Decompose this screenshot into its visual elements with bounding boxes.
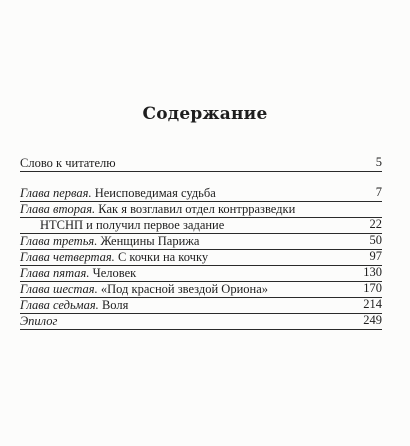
toc-entry	[20, 266, 382, 282]
toc-page-number: 7	[375, 185, 382, 199]
toc-entry-line	[20, 202, 382, 218]
toc-entry-title: С кочки на кочку	[114, 250, 209, 264]
toc-entry-title: Человек	[89, 266, 137, 280]
table-of-contents	[20, 156, 382, 330]
toc-page-number: 22	[369, 217, 382, 231]
toc-entry-title: Воля	[98, 298, 129, 312]
toc-chapter-label: Глава третья.	[20, 234, 98, 248]
toc-entry	[20, 282, 382, 298]
toc-chapter-label: Глава первая.	[20, 186, 92, 200]
toc-chapter-label: Эпилог	[20, 314, 58, 328]
toc-page-number: 5	[375, 155, 382, 169]
toc-page-number: 249	[363, 313, 382, 327]
toc-entry-title: Неисповедимая судьба	[91, 186, 216, 200]
toc-entry	[20, 202, 382, 234]
toc-entry-title: Женщины Парижа	[97, 234, 200, 248]
toc-chapter-label: Глава вторая.	[20, 202, 96, 216]
toc-entry	[20, 156, 382, 172]
toc-page-number: 50	[369, 233, 382, 247]
toc-entry-title: Слово к читателю	[20, 156, 116, 170]
toc-entry	[20, 186, 382, 202]
toc-page-number: 214	[363, 297, 382, 311]
toc-chapter-label: Глава четвертая.	[20, 250, 115, 264]
toc-entry	[20, 314, 382, 330]
toc-entry	[20, 298, 382, 314]
toc-entry-title: Как я возглавил отдел контрразведки	[95, 202, 296, 216]
toc-page-number: 97	[369, 249, 382, 263]
toc-page-number: 170	[363, 281, 382, 295]
toc-chapter-label: Глава пятая.	[20, 266, 90, 280]
toc-entry	[20, 234, 382, 250]
toc-entry-title: «Под красной звездой Ориона»	[97, 282, 269, 296]
toc-entry-continuation: НТСНП и получил первое задание	[40, 218, 225, 232]
page-title: Содержание	[142, 104, 268, 124]
toc-chapter-label: Глава шестая.	[20, 282, 98, 296]
toc-entry	[20, 250, 382, 266]
toc-page-number: 130	[363, 265, 382, 279]
toc-chapter-label: Глава седьмая.	[20, 298, 99, 312]
